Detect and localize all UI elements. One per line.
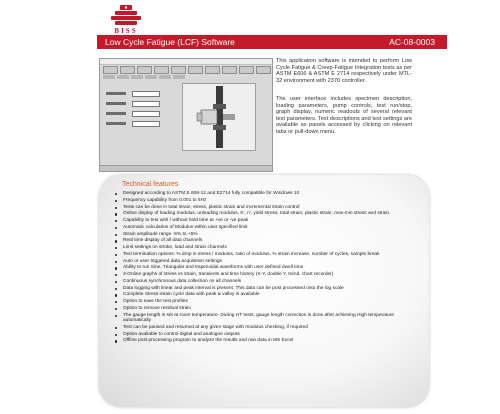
screenshot-control-row xyxy=(106,101,166,107)
feature-item: Real time display of all data channels xyxy=(123,238,419,244)
product-title: Low Cycle Fatigue (LCF) Software xyxy=(105,37,235,47)
feature-item: Designed according to ASTM E 606-12 and E2714 fully compatible for Windows 10 xyxy=(123,191,419,197)
feature-item: Option to remove residual strain xyxy=(123,306,419,312)
screenshot-statusbar xyxy=(100,165,272,171)
screenshot-toolbar xyxy=(103,66,271,72)
screenshot-menubar xyxy=(100,59,272,65)
feature-item: Tests can be done in total strain, stress, plastic strain and incremental strain control xyxy=(123,205,419,211)
feature-item: Ability to run Sine, Triangular and trapezoidal waveforms with user defined dwell time xyxy=(123,265,419,271)
feature-item: The gauge length is set at room temperature. During HT tests, gauge length correction is done after achieving High temperature automatically xyxy=(123,313,419,324)
feature-item: Frequency capability from 0.001 to 5Hz xyxy=(123,198,419,204)
screenshot-control-row xyxy=(106,121,166,127)
features-heading: Technical features xyxy=(122,181,179,188)
logo-wordmark: BISS xyxy=(114,27,138,35)
software-screenshot xyxy=(99,58,273,172)
feature-item: Complete Stress-strain cycle data with peak & valley is available xyxy=(123,292,419,298)
feature-item: Limit settings on stroke, load and strain channels xyxy=(123,245,419,251)
features-list xyxy=(113,191,419,345)
feature-item: Auto or user triggered data acquisition settings xyxy=(123,259,419,265)
feature-item: Option available to control digital and analogue outputs xyxy=(123,332,419,338)
title-bar xyxy=(97,35,447,49)
screenshot-tabs xyxy=(103,75,185,79)
technical-features-panel xyxy=(99,175,429,407)
feature-item: Data logging with linear and peak interval is present. This data can be post processed onto the log scale xyxy=(123,286,419,292)
feature-item: 3-Online graphs of stress vs strain, transients and time history (X-Y, double Y, trend, chart recorder) xyxy=(123,272,419,278)
feature-item: Option to save the test profiles xyxy=(123,299,419,305)
feature-item: Strain amplitude range -5% to +5% xyxy=(123,232,419,238)
feature-item: Capability to test with / without hold time at +ve or -ve peak xyxy=(123,218,419,224)
feature-item: Online display of loading modulus, unloading modulus, K', n', yield stress, total strain, plastic strain, max-min stress and strain. xyxy=(123,211,419,217)
feature-item: Continuous synchronous data collection on all channels xyxy=(123,279,419,285)
feature-item: Test termination options: % drop in stress / modulus, ratio of modulus, % strain increase, number of cycles, sample break xyxy=(123,252,419,258)
description-paragraph-1: This application software is intended to perform Low Cycle Fatigue & Creep-Fatigue Integration tests as per ASTM E606 & ASTM E 2714 respectively under MTL-32 environment with 2370 controller. xyxy=(276,58,412,84)
screenshot-specimen-frame xyxy=(182,83,256,151)
feature-item: Offline post processing program to analyze the results and raw data in MS Excel xyxy=(123,338,419,344)
feature-item: Automatic calculation of Modulus within user specified limit xyxy=(123,225,419,231)
feature-item: Test can be paused and resumed at any given stage with modulus checking, if required xyxy=(123,325,419,331)
screenshot-control-row xyxy=(106,111,166,117)
specimen-frame-illustration xyxy=(183,84,255,150)
product-code: AC-08-0003 xyxy=(389,37,435,47)
screenshot-control-row xyxy=(106,91,166,97)
description-paragraph-2: The user interface includes specimen description, loading parameters, pump controls, test run/stop, graph display, numeric readouts of several relevant test parameters. Test descriptions and test settings are available as panels accessed by clicking on relevant tabs or pull-down menu. xyxy=(276,96,412,135)
